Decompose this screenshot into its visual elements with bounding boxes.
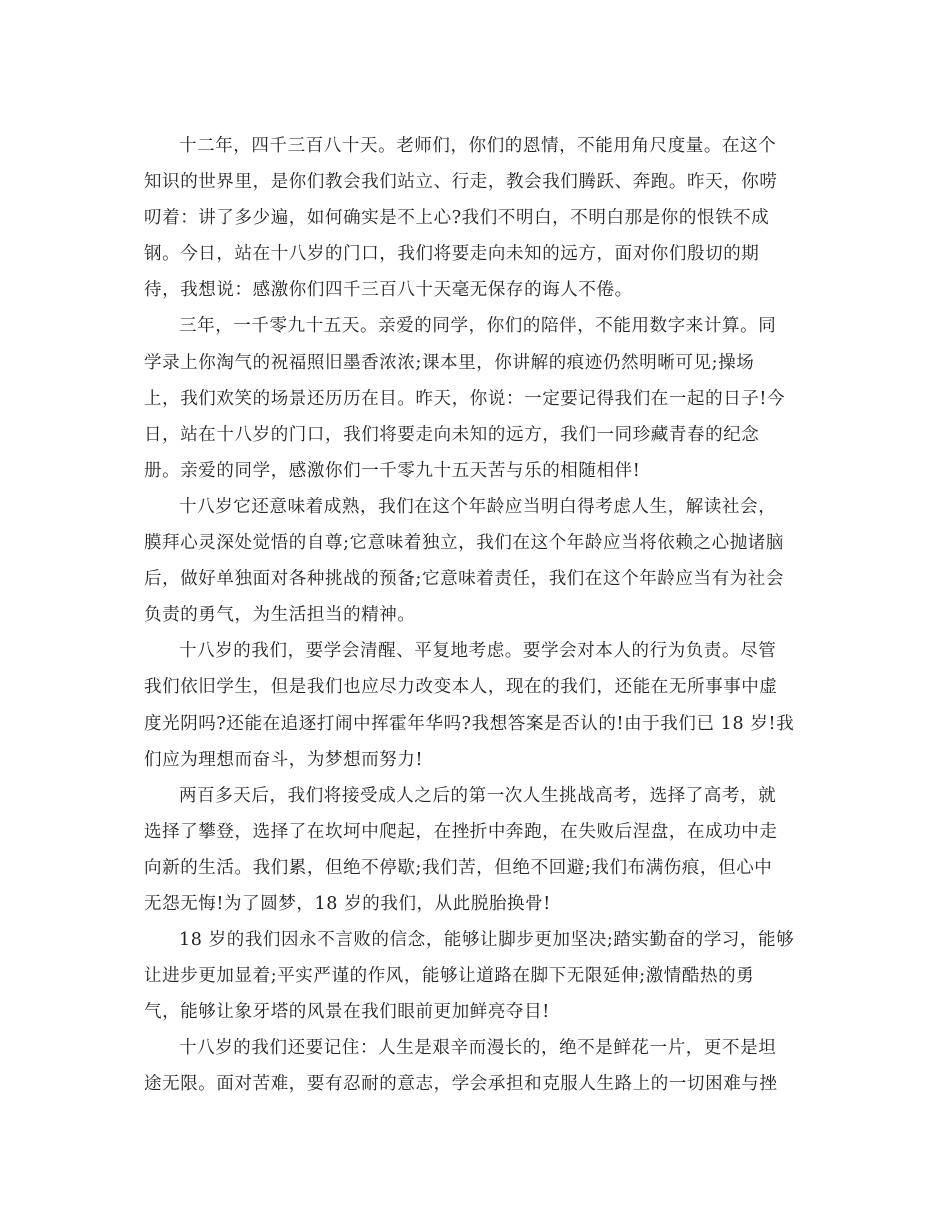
- paragraph-4-line-1: 十八岁的我们，要学会清醒、平复地考虑。要学会对本人的行为负责。尽管: [179, 641, 777, 662]
- paragraph-6-line-2: 让进步更加显着;平实严谨的作风，能够让道路在脚下无限延伸;激情酷热的勇: [144, 966, 755, 987]
- paragraph-1-line-1: 十二年，四千三百八十天。老师们，你们的恩情，不能用角尺度量。在这个: [179, 136, 777, 156]
- paragraph-3-line-4: 负责的勇气，为生活担当的精神。: [144, 605, 416, 626]
- paragraph-2-line-2: 学录上你淘气的祝福照旧墨香浓浓;课本里，你讲解的痕迹仍然明晰可见;操场: [144, 352, 755, 373]
- paragraph-5-line-3: 向新的生活。我们累，但绝不停歇;我们苦，但绝不回避;我们布满伤痕，但心中: [144, 857, 773, 878]
- paragraph-1-line-3: 叨着：讲了多少遍，如何确实是不上心?我们不明白，不明白那是你的恨铁不成: [144, 208, 770, 229]
- paragraph-3-line-3: 后，做好单独面对各种挑战的预备;它意味着责任，我们在这个年龄应当有为社会: [144, 569, 784, 590]
- paragraph-1-line-5: 待，我想说：感激你们四千三百八十天毫无保存的诲人不倦。: [144, 280, 633, 301]
- paragraph-5-line-2: 选择了攀登，选择了在坎坷中爬起，在挫折中奔跑，在失败后涅盘，在成功中走: [144, 821, 778, 842]
- paragraph-2-line-5: 册。亲爱的同学，感激你们一千零九十五天苦与乐的相随相伴!: [144, 460, 641, 481]
- document-body: [144, 128, 808, 1103]
- paragraph-4-line-3: 度光阴吗?还能在追逐打闹中挥霍年华吗?我想答案是否认的!由于我们已 18 岁!我: [144, 713, 795, 734]
- paragraph-7-line-2: 途无限。面对苦难，要有忍耐的意志，学会承担和克服人生路上的一切困难与挫: [144, 1074, 778, 1095]
- paragraph-5-line-1: 两百多天后，我们将接受成人之后的第一次人生挑战高考，选择了高考，就: [179, 785, 777, 806]
- paragraph-2-line-1: 三年，一千零九十五天。亲爱的同学，你们的陪伴，不能用数字来计算。同: [179, 316, 777, 337]
- paragraph-4-line-4: 们应为理想而奋斗，为梦想而努力!: [144, 749, 424, 770]
- paragraph-3-line-1: 十八岁它还意味着成熟，我们在这个年龄应当明白得考虑人生，解读社会，: [179, 496, 777, 517]
- paragraph-6-line-1: 18 岁的我们因永不言败的信念，能够让脚步更加坚决;踏实勤奋的学习，能够: [179, 930, 795, 951]
- paragraph-3-line-2: 膜拜心灵深处觉悟的自尊;它意味着独立，我们在这个年龄应当将依赖之心抛诸脑: [144, 533, 784, 554]
- paragraph-1-line-2: 知识的世界里，是你们教会我们站立、行走，教会我们腾跃、奔跑。昨天，你唠: [144, 172, 778, 193]
- paragraph-5-line-4: 无怨无悔!为了圆梦，18 岁的我们，从此脱胎换骨!: [144, 893, 551, 914]
- paragraph-7-line-1: 十八岁的我们还要记住：人生是艰辛而漫长的，绝不是鲜花一片，更不是坦: [179, 1038, 777, 1059]
- paragraph-2-line-4: 日，站在十八岁的门口，我们将要走向未知的远方，我们一同珍藏青春的纪念: [144, 424, 760, 445]
- paragraph-1-line-4: 钢。今日，站在十八岁的门口，我们将要走向未知的远方，面对你们殷切的期: [144, 244, 760, 265]
- paragraph-6-line-3: 气，能够让象牙塔的风景在我们眼前更加鲜亮夺目!: [144, 1002, 550, 1023]
- paragraph-2-line-3: 上，我们欢笑的场景还历历在目。昨天，你说：一定要记得我们在一起的日子!今: [144, 388, 786, 409]
- paragraph-4-line-2: 我们依旧学生，但是我们也应尽力改变本人，现在的我们，还能在无所事事中虚: [144, 677, 778, 698]
